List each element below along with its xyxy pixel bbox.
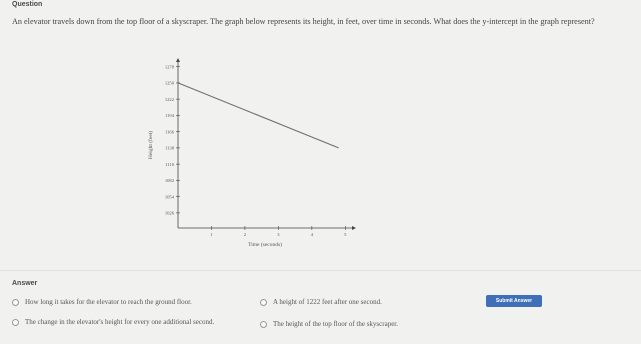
x-tick-label: 2: [243, 232, 247, 237]
answer-option-a[interactable]: [12, 297, 242, 307]
radio-button[interactable]: [12, 299, 19, 306]
y-axis-arrow: [176, 58, 180, 62]
answer-option-text: The height of the top floor of the skyscraper.: [273, 320, 398, 328]
answer-option-b[interactable]: [12, 317, 237, 327]
x-tick-label: 3: [277, 232, 280, 237]
x-axis-label: Time (seconds): [248, 242, 282, 248]
y-tick-label: 1250: [164, 80, 174, 86]
y-tick-label: 1138: [164, 145, 174, 151]
answer-option-text: A height of 1222 feet after one second.: [273, 298, 382, 306]
y-tick-label: 1110: [165, 161, 174, 167]
x-tick-label: 1: [210, 232, 213, 237]
y-tick-label: 1054: [164, 194, 174, 200]
section-divider: [0, 270, 641, 271]
question-label: Question: [12, 1, 43, 8]
x-tick-label: 5: [344, 232, 347, 237]
radio-button[interactable]: [12, 319, 19, 326]
y-axis-label: Height (feet): [148, 130, 154, 160]
height-time-chart: [140, 56, 360, 252]
radio-button[interactable]: [260, 321, 267, 328]
y-tick-label: 1082: [164, 178, 174, 184]
answer-option-text: The change in the elevator's height for every one additional second.: [25, 318, 215, 326]
x-tick-label: 4: [310, 232, 313, 237]
y-tick-label: 1222: [164, 96, 174, 102]
answer-option-text: How long it takes for the elevator to reach the ground floor.: [25, 298, 192, 306]
answer-label: Answer: [12, 280, 38, 287]
radio-button[interactable]: [260, 299, 267, 306]
question-text: An elevator travels down from the top floor of a skyscraper. The graph below represents its height, in feet, over time in seconds. What does the y-intercept in the graph represent?: [12, 17, 595, 26]
answer-option-c[interactable]: [260, 297, 460, 307]
submit-answer-button[interactable]: Submit Answer: [486, 295, 542, 307]
x-axis-arrow: [352, 226, 356, 230]
y-tick-label: 1026: [164, 210, 174, 216]
answer-option-d[interactable]: [260, 319, 460, 329]
height-series-line: [178, 83, 339, 148]
y-tick-label: 1166: [164, 129, 174, 135]
y-tick-label: 1278: [164, 64, 174, 70]
y-tick-label: 1194: [164, 113, 174, 119]
